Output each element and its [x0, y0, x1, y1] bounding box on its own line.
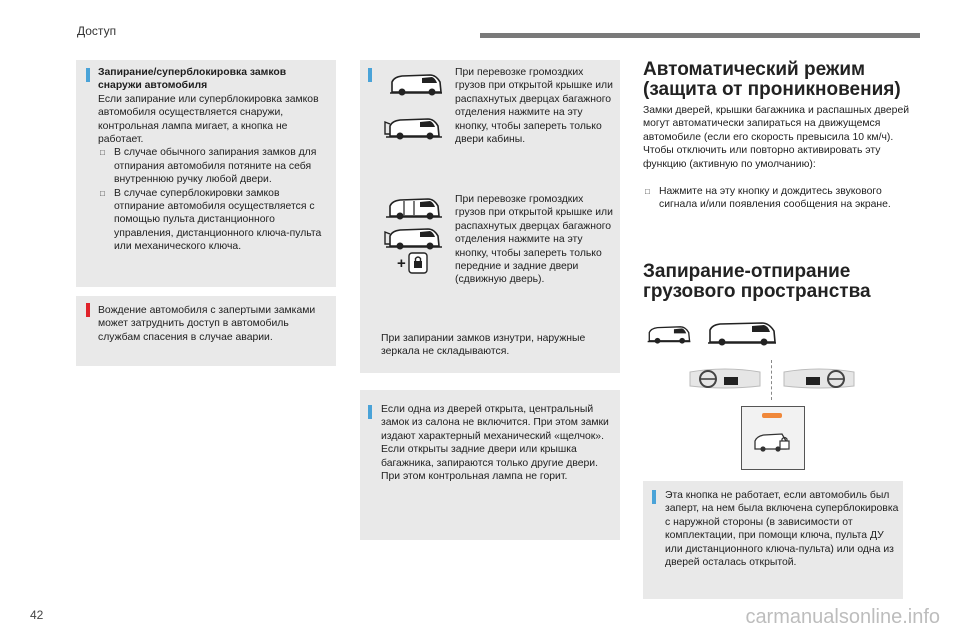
van-icon	[388, 72, 444, 98]
heading-cargo-locking: Запирание-отпирание грузового пространства	[643, 261, 871, 302]
lock-button-icon	[408, 252, 428, 274]
van-icon	[646, 322, 692, 348]
watermark: carmanualsonline.info	[745, 606, 940, 628]
info-icon	[368, 68, 372, 82]
page-number: 42	[30, 608, 44, 622]
info-locking-bullet-1: □ В случае обычного запирания замков для отпирания автомобиля потяните на себя внутреннюю ручку любой двери.	[98, 146, 330, 186]
info-locking-bullet-2: □ В случае суперблокировки замков отпирание автомобиля осуществляется с помощью пульта дистанционного управления, дистанционного ключа-пульта или механического ключа.	[98, 187, 330, 254]
center-divider	[771, 360, 772, 400]
auto-mode-bullet: □ Нажмите на эту кнопку и дождитесь звукового сигнала и/или появления сообщения на экране.	[643, 185, 913, 212]
plus-sign: +	[397, 255, 406, 272]
cargo-text-2: При перевозке громоздких грузов при открытой крышке или распахнутых дверцах багажного отделения нажмите на эту кнопку, чтобы запереть только передние и задние двери (сдвижную дверь).	[455, 194, 613, 286]
van-icon	[706, 320, 778, 348]
auto-mode-body: Замки дверей, крышки багажника и распашных дверей могут автоматически запираться на движущемся автомобиле (если его скорость превысила 10 км/ч). Чтобы отключить или повторно активировать эту функцию (активную по умолчанию):	[643, 105, 910, 170]
info-icon	[368, 405, 372, 419]
info-locking-text	[98, 66, 330, 254]
info-icon	[86, 68, 90, 82]
van-rear-doors-icon	[384, 226, 448, 252]
cargo-lock-button[interactable]	[741, 406, 805, 470]
cargo-text-1: При перевозке громоздких грузов при открытой крышке или распахнутых дверцах багажного отделения нажмите на эту кнопку, чтобы запереть только двери кабины.	[455, 67, 613, 146]
info-locking-title: Запирание/суперблокировка замков снаружи автомобиля	[98, 67, 287, 92]
info-icon	[652, 490, 656, 504]
van-side-doors-icon	[384, 196, 448, 222]
section-title: Доступ	[77, 24, 117, 38]
heading-auto-mode: Автоматический режим (защита от проникновения)	[643, 59, 901, 100]
indicator-lamp	[762, 413, 782, 418]
info-doors-text: Если одна из дверей открыта, центральный замок из салона не включится. При этом замки издают характерный механический «щелчок». Если открыты задние двери или крышка багажника, запираются только другие двери. При этом контрольная лампа не горит.	[381, 404, 609, 483]
warning-text: Вождение автомобиля с запертыми замками может затруднить доступ в автомобиль службам спасения в случае аварии.	[98, 305, 316, 343]
info-cargo-text: Эта кнопка не работает, если автомобиль был заперт, на нем была включена суперблокировка с наружной стороны (в зависимости от комплектации, при помощи ключа, пульта ДУ или дистанционного ключа-пульта) или одна из дверей осталась открытой.	[665, 490, 899, 569]
dashboard-right-icon	[782, 368, 856, 392]
warning-icon	[86, 303, 90, 317]
van-lock-icon	[752, 431, 794, 455]
dashboard-left-icon	[688, 368, 762, 392]
info-locking-body: Если запирание или суперблокировка замков автомобиля осуществляется снаружи, контрольная лампа мигает, а кнопка не работает.	[98, 93, 319, 146]
header-rule	[480, 33, 920, 38]
van-open-doors-icon	[384, 116, 448, 142]
cargo-text-3: При запирании замков изнутри, наружные зеркала не складываются.	[381, 333, 586, 358]
